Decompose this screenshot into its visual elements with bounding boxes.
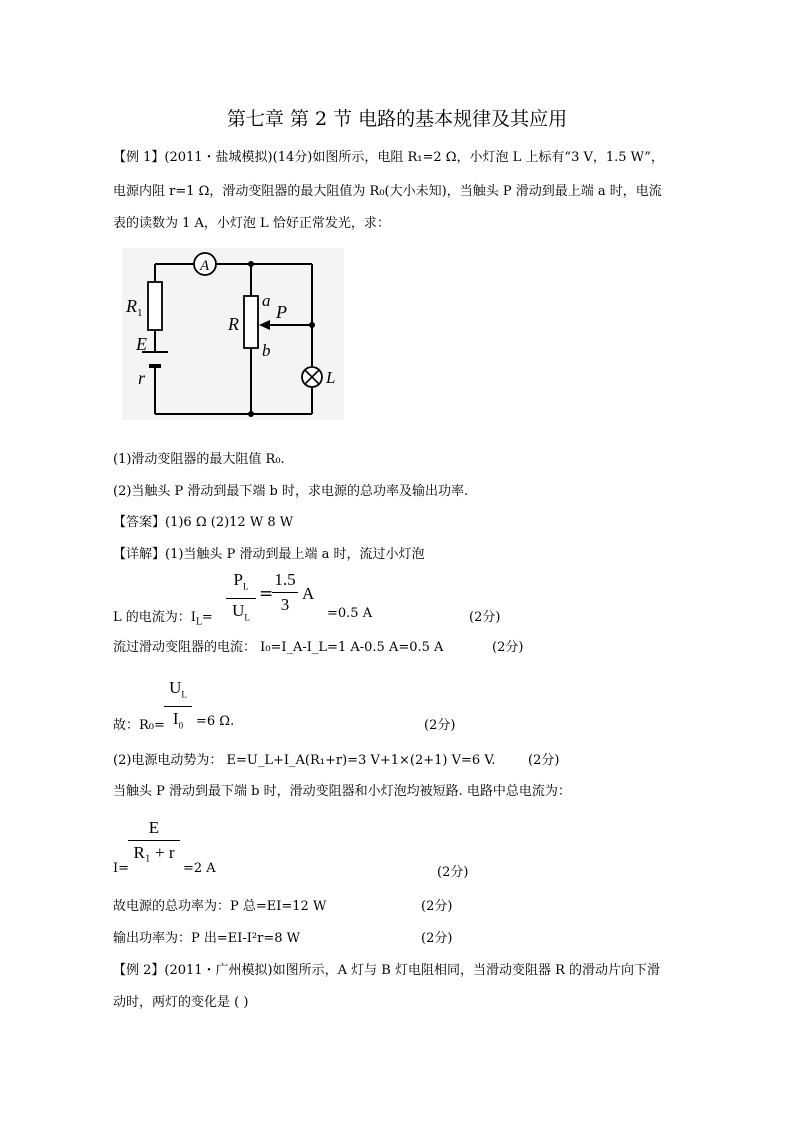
junction-dot	[248, 411, 254, 417]
junction-dot	[309, 322, 315, 328]
slider-p-label: P	[276, 302, 287, 322]
rheostat-label: R	[228, 314, 239, 334]
question-1: (1)滑动变阻器的最大阻值 R₀.	[113, 452, 285, 467]
output-power-line: 输出功率为：P 出=EI-I²r=8 W	[113, 931, 301, 946]
example1-line3: 表的读数为 1 A，小灯泡 L 恰好正常发光，求：	[113, 216, 390, 231]
question-2: (2)当触头 P 滑动到最下端 b 时，求电源的总功率及输出功率.	[113, 484, 469, 499]
r0-line: 故：R₀=	[113, 718, 165, 733]
score: (2分)	[528, 753, 560, 768]
example1-label: 【例 1】	[113, 150, 165, 165]
terminal-b-label: b	[262, 341, 271, 360]
internal-resistance-label: r	[138, 368, 146, 388]
short-circuit-line: 当触头 P 滑动到最下端 b 时，滑动变阻器和小灯泡均被短路. 电路中总电流为：	[113, 784, 571, 799]
current-il-line: L 的电流为：$I_L=$	[113, 610, 213, 628]
r1-label: $R_1$	[126, 296, 143, 319]
example1-line1: 【例 1】(2011・盐城模拟)(14分)如图所示，电阻 R₁=2 Ω，小灯泡 L 上标有“3 V，1.5 W”，	[113, 150, 664, 165]
resistor-r1-icon	[148, 282, 162, 330]
junction-dot	[248, 261, 254, 267]
answer-label: 【答案】	[113, 515, 166, 530]
emf-line: (2)电源电动势为： E=U_L+I_A(R₁+r)=3 V+1×(2+1) V=6 V.	[113, 753, 496, 768]
score: (2分)	[492, 640, 524, 655]
total-current-line: I=	[113, 861, 130, 876]
lamp-label: L	[326, 368, 336, 387]
fraction-unit: A	[302, 584, 315, 603]
detail-line: 【详解】(1)当触头 P 滑动到最上端 a 时，流过小灯泡	[113, 547, 425, 562]
fraction-ul-i0: $U_L$ $I_0$	[164, 678, 192, 736]
example2-label: 【例 2】	[113, 963, 165, 978]
score: (2分)	[469, 610, 501, 625]
page-title: 第七章 第 2 节 电路的基本规律及其应用	[226, 108, 568, 130]
fraction-pl-ul: $P_L$ $U_L$	[226, 570, 256, 628]
fraction-e-r: E R₁ + r	[128, 818, 180, 863]
score: (2分)	[421, 899, 453, 914]
example2-line2: 动时，两灯的变化是 ( )	[113, 995, 249, 1010]
current-i0-line: 流过滑动变阻器的电流： I₀=I_A-I_L=1 A-0.5 A=0.5 A	[113, 640, 444, 655]
score: (2分)	[424, 718, 456, 733]
score: (2分)	[421, 931, 453, 946]
emf-label: E	[136, 334, 147, 354]
rheostat-icon	[244, 296, 258, 348]
answer-line: 【答案】(1)6 Ω (2)12 W 8 W	[113, 515, 294, 530]
detail-label: 【详解】	[113, 547, 166, 562]
circuit-diagram	[122, 248, 344, 420]
total-power-line: 故电源的总功率为：P 总=EI=12 W	[113, 899, 327, 914]
example2-line1: 【例 2】(2011・广州模拟)如图所示，A 灯与 B 灯电阻相同，当滑动变阻器 R 的滑动片向下滑	[113, 963, 661, 978]
score: (2分)	[437, 865, 469, 880]
ammeter-label: A	[200, 258, 210, 274]
example1-line2: 电源内阻 r=1 Ω，滑动变阻器的最大阻值为 R₀(大小未知)，当触头 P 滑动到最上端 a 时，电流	[113, 184, 662, 199]
fraction-values: 1.5 3	[272, 570, 298, 615]
terminal-a-label: a	[262, 291, 271, 310]
